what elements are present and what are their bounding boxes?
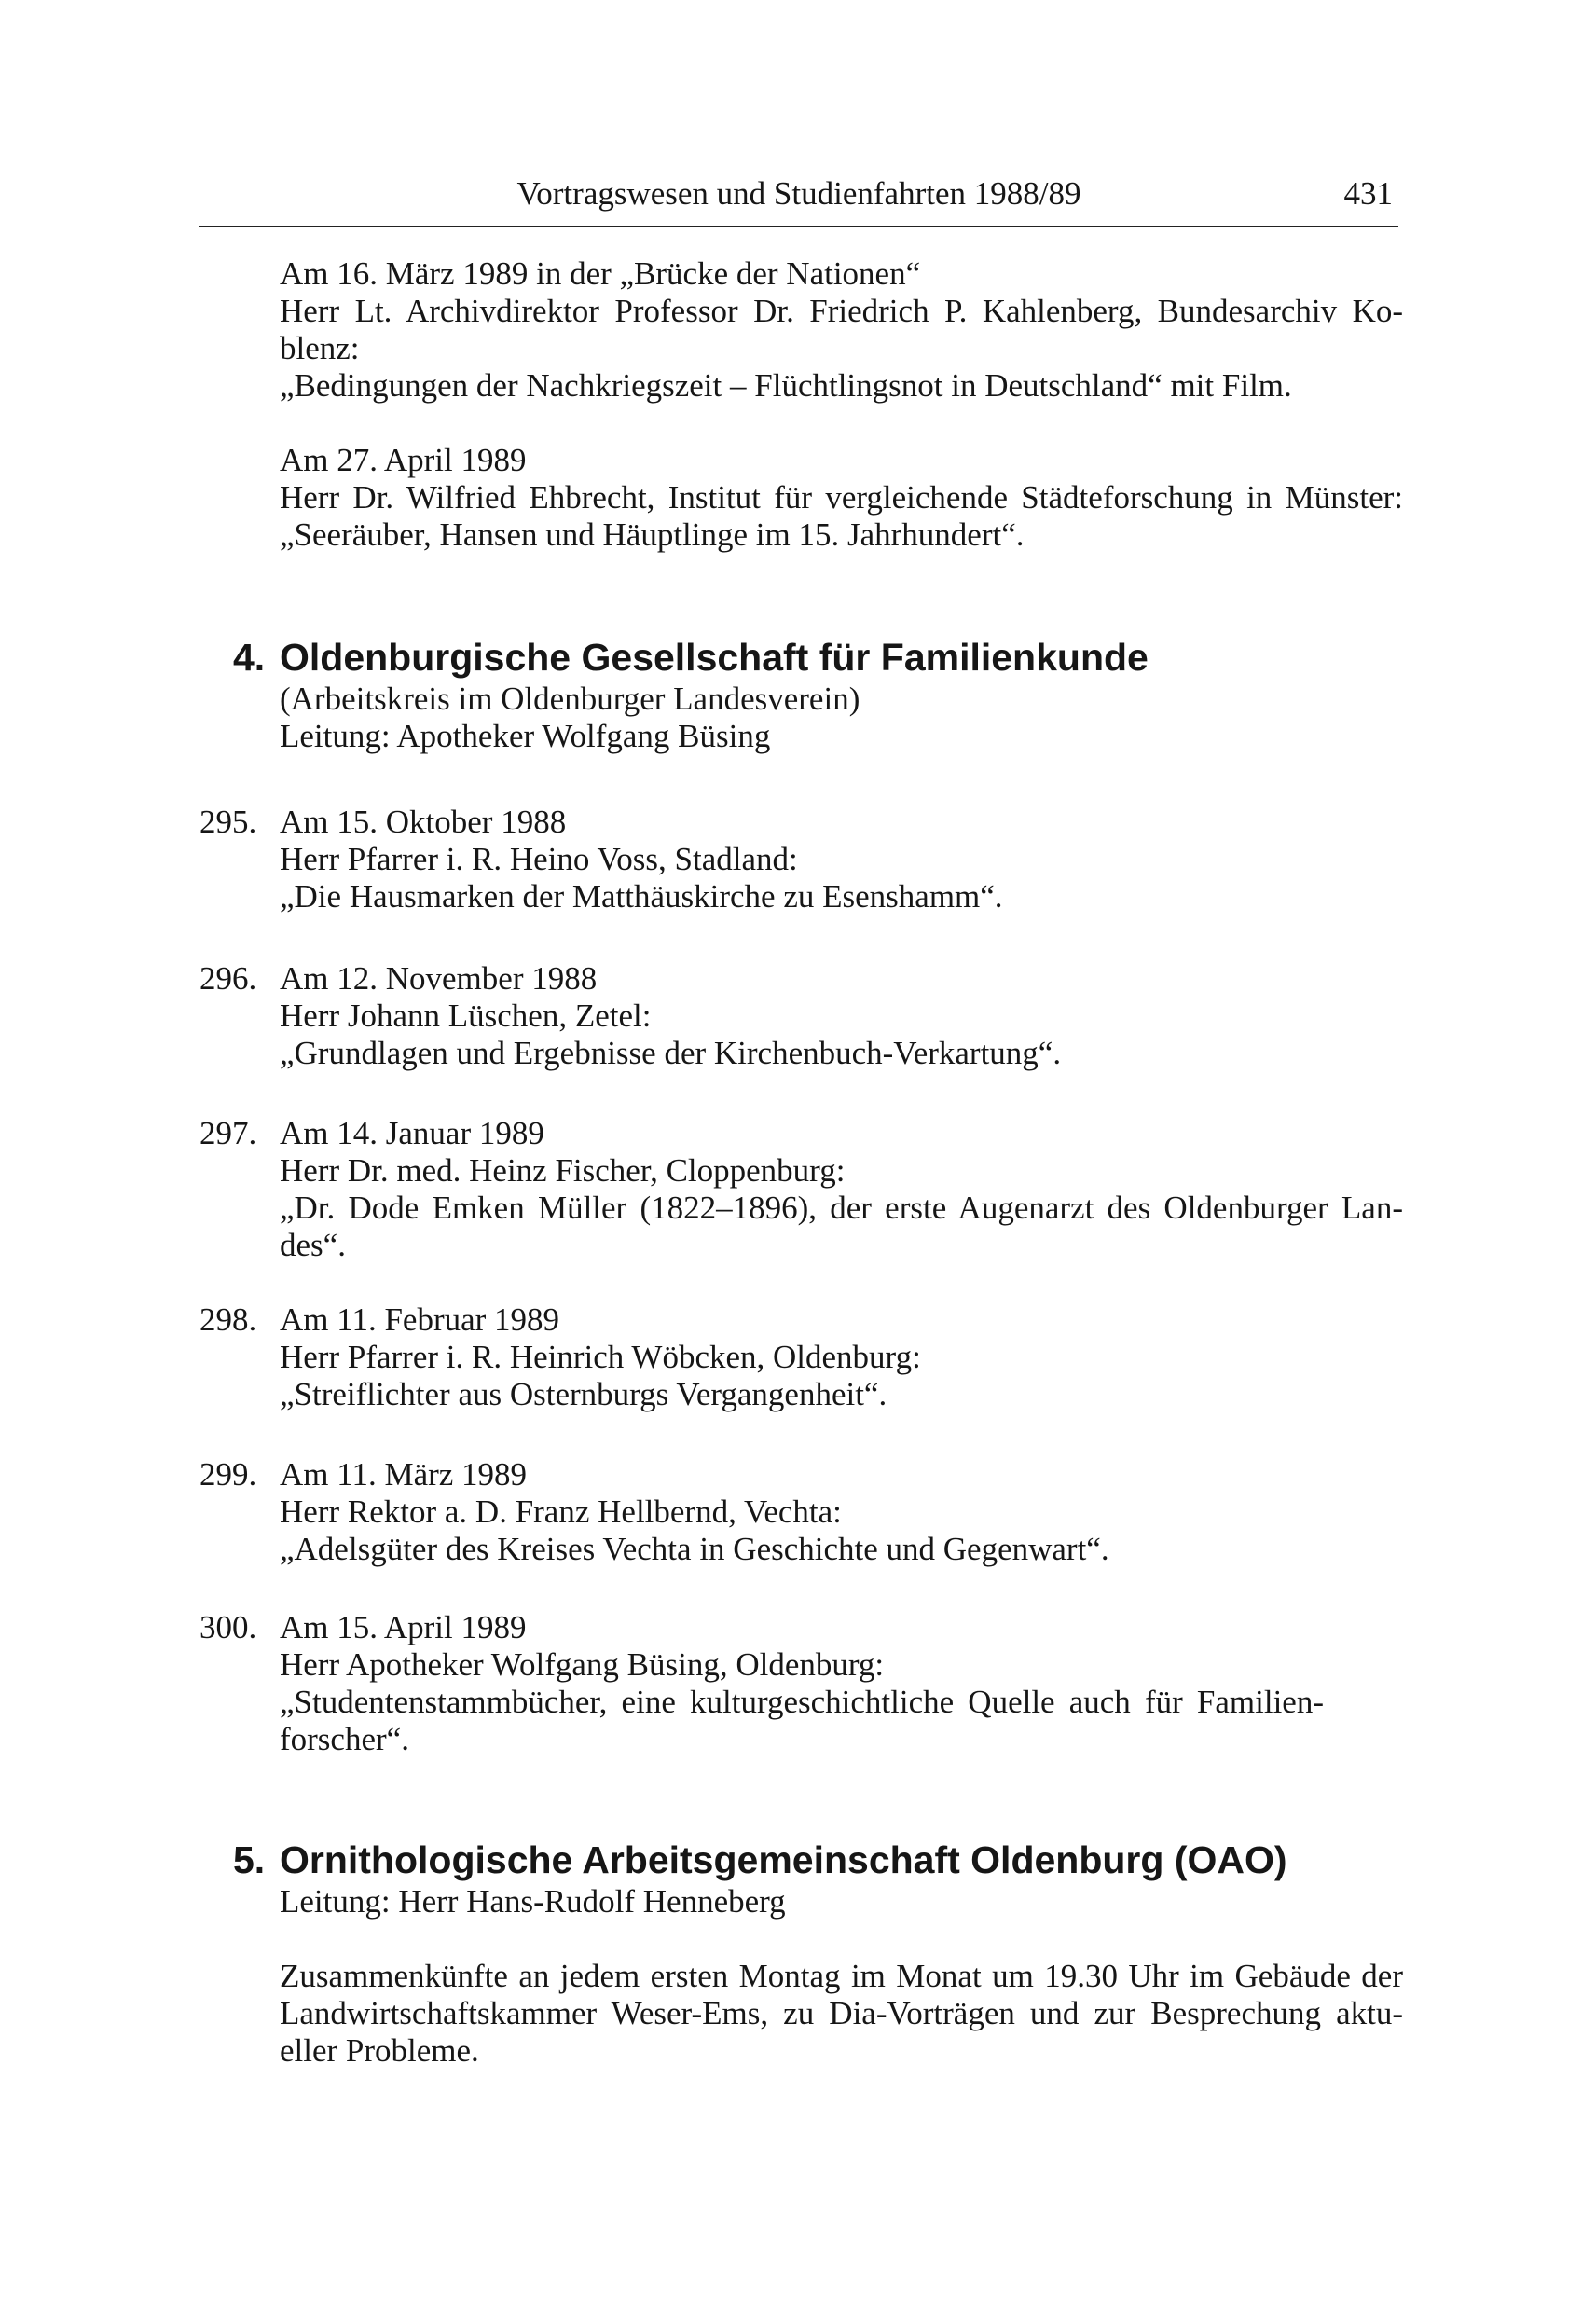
entry-line: des“. [280,1227,346,1263]
entry-number: 300. [200,1609,257,1645]
section-4-subtitle [280,681,1403,755]
paragraph-line: eller Probleme. [280,2032,479,2069]
entry-line: Herr Rektor a. D. Franz Hellbernd, Vechta: [280,1493,842,1530]
entry-number: 298. [200,1301,257,1338]
entry-296 [280,960,1403,1072]
section-subtitle-line: (Arbeitskreis im Oldenburger Landesverein) [280,681,860,717]
section-number: 4. [233,636,266,679]
section-title: Ornithologische Arbeitsgemeinschaft Oldenburg (OAO) [280,1838,1287,1881]
entry-line: blenz: [280,330,360,366]
section-number: 5. [233,1838,266,1881]
entry-line: Herr Johann Lüschen, Zetel: [280,998,652,1034]
entry-line: Herr Dr. med. Heinz Fischer, Cloppenburg: [280,1152,846,1189]
section-subtitle-line: Leitung: Apotheker Wolfgang Büsing [280,718,771,754]
section-5-heading [233,1838,1287,1881]
section-5-subtitle [280,1883,1403,1920]
entry-line: Am 15. April 1989 [280,1609,527,1645]
entry-line: „Streiflichter aus Osternburgs Vergangenheit“. [280,1376,887,1412]
paragraph-line: Landwirtschaftskammer Weser-Ems, zu Dia-Vorträgen und zur Besprechung aktu- [280,1995,1403,2031]
entry-number: 296. [200,960,257,997]
entry-line: „Grundlagen und Ergebnisse der Kirchenbuch-Verkartung“. [280,1035,1062,1071]
section-title: Oldenburgische Gesellschaft für Familienkunde [280,636,1149,679]
entry-number: 297. [200,1115,257,1151]
entry-line: Herr Dr. Wilfried Ehbrecht, Institut für vergleichende Städteforschung in Münster: [280,479,1403,516]
entry-line: Am 15. Oktober 1988 [280,804,567,840]
entry-line: Herr Pfarrer i. R. Heinrich Wöbcken, Oldenburg: [280,1339,921,1375]
page-number: 431 [1343,175,1393,212]
entry-line: Herr Lt. Archivdirektor Professor Dr. Friedrich P. Kahlenberg, Bundesarchiv Ko- [280,293,1403,329]
section-4-heading [233,636,1149,679]
entry-line: Am 12. November 1988 [280,960,598,997]
intro-entry-2 [280,442,1403,554]
entry-line: Am 11. März 1989 [280,1456,528,1493]
entry-number: 295. [200,804,257,840]
entry-line: „Adelsgüter des Kreises Vechta in Geschichte und Gegenwart“. [280,1531,1109,1567]
entry-line: „Dr. Dode Emken Müller (1822–1896), der erste Augenarzt des Oldenburger Lan- [280,1190,1403,1226]
entry-line: Herr Apotheker Wolfgang Büsing, Oldenburg: [280,1646,885,1683]
entry-line: „Die Hausmarken der Matthäuskirche zu Esenshamm“. [280,878,1003,915]
intro-entry-1 [280,255,1403,405]
entry-line: „Studentenstammbücher, eine kulturgeschichtliche Quelle auch für Familien- [280,1684,1324,1720]
entry-297 [280,1115,1403,1264]
entry-line: „Bedingungen der Nachkriegszeit – Flüchtlingsnot in Deutschland“ mit Film. [280,367,1292,404]
entry-298 [280,1301,1403,1413]
entry-line: Am 27. April 1989 [280,442,527,478]
entry-line: Am 14. Januar 1989 [280,1115,544,1151]
section-5-paragraph [280,1958,1403,2070]
running-head [200,168,1398,227]
entry-line: Herr Pfarrer i. R. Heino Voss, Stadland: [280,841,798,877]
entry-300 [280,1609,1403,1758]
entry-line: „Seeräuber, Hansen und Häuptlinge im 15. Jahrhundert“. [280,516,1025,553]
section-subtitle-line: Leitung: Herr Hans-Rudolf Henneberg [280,1883,786,1920]
entry-295 [280,804,1403,915]
paragraph-line: Zusammenkünfte an jedem ersten Montag im Monat um 19.30 Uhr im Gebäude der [280,1958,1403,1994]
entry-number: 299. [200,1456,257,1493]
entry-line: forscher“. [280,1721,409,1757]
running-title: Vortragswesen und Studienfahrten 1988/89 [516,175,1081,212]
entry-line: Am 16. März 1989 in der „Brücke der Nationen“ [280,255,921,292]
entry-299 [280,1456,1403,1568]
entry-line: Am 11. Februar 1989 [280,1301,560,1338]
